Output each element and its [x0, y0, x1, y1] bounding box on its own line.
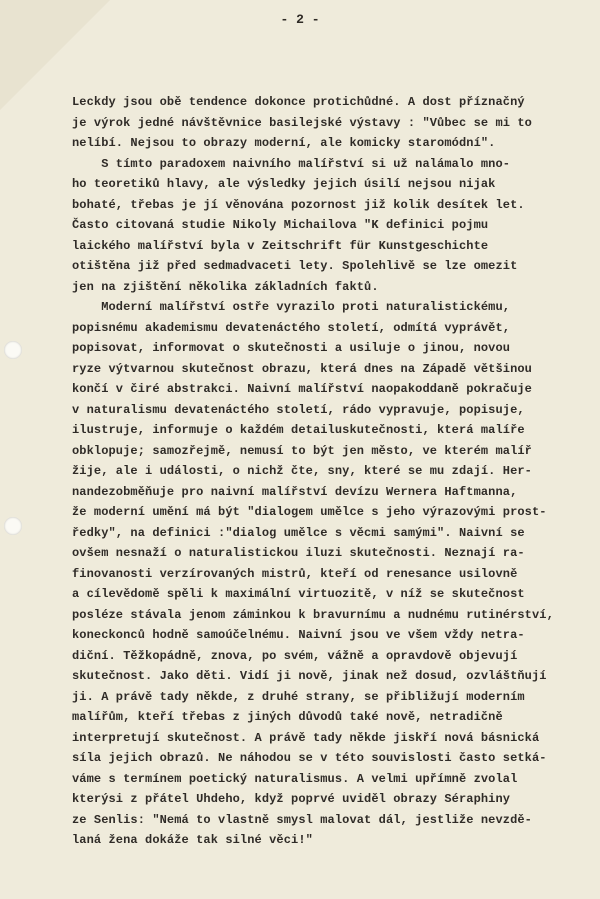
text-line: ovšem nesnaží o naturalistickou iluzi skutečnosti. Neznají ra-	[72, 546, 525, 560]
text-line: a cílevědomě spěli k maximální virtuozitě, v níž se skutečnost	[72, 587, 525, 601]
text-line: Často citovaná studie Nikoly Michailova "K definici pojmu	[72, 218, 489, 232]
text-line: jen na zjištění několika základních faktů.	[72, 279, 379, 294]
text-line: ho teoretiků hlavy, ale výsledky jejich úsilí nejsou nijak	[72, 177, 496, 191]
text-line: v naturalismu devatenáctého století, rádo vypravuje, popisuje,	[72, 402, 525, 417]
page-number: - 2 -	[280, 12, 320, 27]
text-line: posléze stávala jenom záminkou k bravurnímu a nudnému rutinérství,	[72, 607, 554, 622]
text-line: popisovat, informovat o skutečnosti a usiluje o jinou, novou	[72, 341, 511, 355]
text-line: Leckdy jsou obě tendence dokonce protichůdné. A dost příznačný	[72, 95, 525, 109]
text-line: síla jejich obrazů. Ne náhodou se v této souvislosti často setká-	[72, 751, 547, 765]
text-line: diční. Těžkopádně, znova, po svém, vážně a opravdově objevují	[72, 648, 518, 663]
text-line: laná žena dokáže tak silné věci!"	[72, 833, 313, 847]
text-line: nandezobměňuje pro naivní malířství devízu Wernera Haftmanna,	[72, 484, 518, 499]
text-line: nelíbí. Nejsou to obrazy moderní, ale komicky staromódní".	[72, 136, 496, 150]
text-line: finovanosti verzírovaných mistrů, kteří od renesance usilovně	[72, 566, 518, 581]
text-line: ilustruje, informuje o každém detailuskutečnosti, která malíře	[72, 423, 525, 437]
text-line: ze Senlis: "Nemá to vlastně smysl malovat dál, jestliže nevzdě-	[72, 812, 532, 827]
text-line: váme s termínem poetický naturalismus. A velmi upřímně zvolal	[72, 771, 518, 786]
text-line: skutečnost. Jako děti. Vidí ji nově, jinak než dosud, ozvláštňují	[72, 669, 547, 683]
text-line: končí v čiré abstrakci. Naivní malířství naopakoddaně pokračuje	[72, 382, 532, 396]
text-line: je výrok jedné návštěvnice basilejské výstavy : "Vůbec se mi to	[72, 115, 532, 130]
text-line: bohaté, třebas je jí věnována pozornost již kolik desítek let.	[72, 197, 525, 212]
typescript-body	[72, 92, 592, 851]
text-line: popisnému akademismu devatenáctého století, odmítá vyprávět,	[72, 320, 511, 335]
text-line: že moderní umění má být "dialogem umělce s jeho výrazovými prost-	[72, 505, 547, 519]
text-line: ji. A právě tady někde, z druhé strany, se přibližují moderním	[72, 689, 525, 704]
text-line: S tímto paradoxem naivního malířství si už nalámalo mno-	[72, 156, 511, 171]
text-line: interpretují skutečnost. A právě tady někde jiskří nová básnická	[72, 730, 540, 745]
text-line: kterýsi z přátel Uhdeho, když poprvé uviděl obrazy Séraphiny	[72, 792, 511, 806]
text-line: Moderní malířství ostře vyrazilo proti naturalistickému,	[72, 300, 511, 314]
punch-hole	[4, 517, 22, 535]
text-line: ředky", na definici :"dialog umělce s věcmi samými". Naivní se	[72, 525, 525, 540]
text-line: žije, ale i události, o nichž čte, sny, které se mu zdají. Her-	[72, 464, 532, 478]
text-line: koneckonců hodně samoúčelnému. Naivní jsou ve všem vždy netra-	[72, 628, 525, 642]
text-line: malířům, kteří třebas z jiných důvodů také nově, netradičně	[72, 710, 503, 724]
punch-hole	[4, 341, 22, 359]
text-line: ryze výtvarnou skutečnost obrazu, která dnes na Západě většinou	[72, 361, 532, 376]
text-line: laického malířství byla v Zeitschrift für Kunstgeschichte	[72, 238, 489, 253]
text-line: otištěna již před sedmadvaceti lety. Spolehlivě se lze omezit	[72, 259, 518, 273]
text-line: obklopuje; samozřejmě, nemusí to být jen město, ve kterém malíř	[72, 443, 532, 458]
